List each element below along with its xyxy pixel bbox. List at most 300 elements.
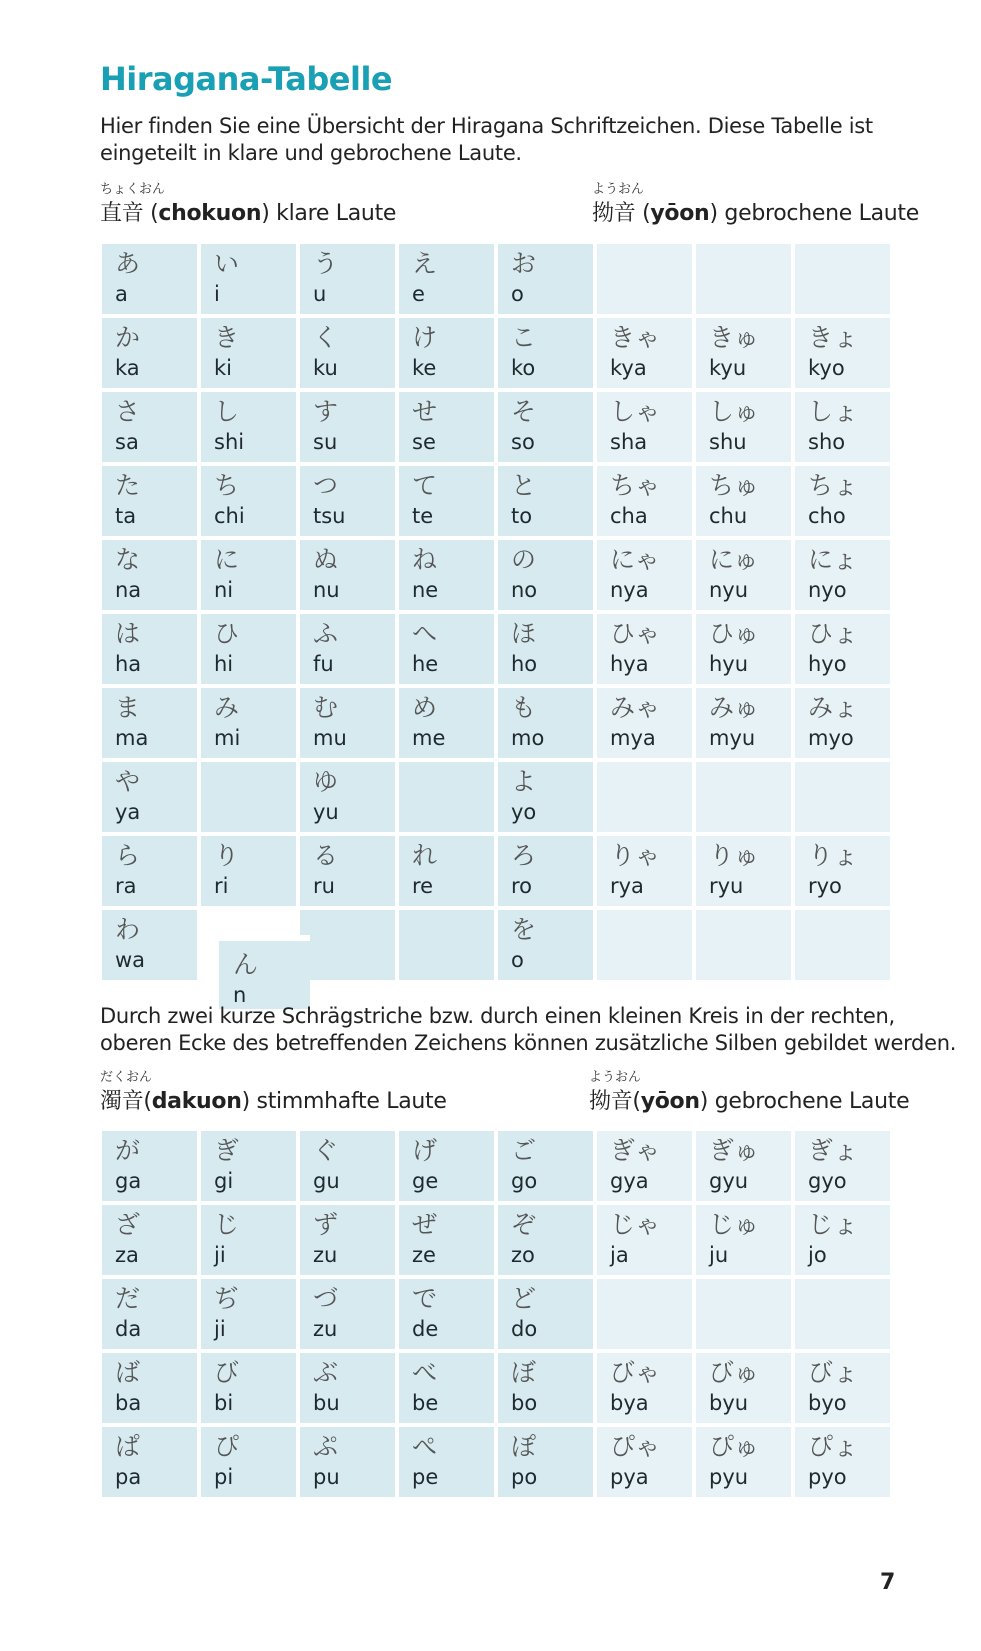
kana-romaji: o (511, 948, 524, 972)
yoon-open-1: ( (635, 201, 651, 226)
kana-char: ぴゃ (610, 1432, 661, 1461)
kana-romaji: ko (511, 356, 536, 380)
kana-char: た (115, 471, 141, 500)
kana-cell (597, 614, 692, 684)
kana-char: の (511, 545, 537, 574)
kana-romaji: ke (412, 356, 437, 380)
kana-romaji: gya (610, 1169, 649, 1193)
kana-cell (102, 392, 197, 462)
kana-char: も (511, 693, 537, 722)
kana-char: ぴゅ (709, 1432, 760, 1461)
kana-cell (201, 244, 296, 314)
kana-char: さ (115, 397, 141, 426)
kana-romaji: te (412, 504, 434, 528)
kana-cell (102, 1427, 197, 1497)
empty-cell (597, 762, 692, 832)
kana-romaji: ku (313, 356, 338, 380)
kana-char: め (412, 693, 438, 722)
kana-char: にょ (808, 545, 858, 574)
kana-cell (102, 614, 197, 684)
kana-cell (201, 1131, 296, 1201)
kana-char: ら (115, 841, 141, 870)
kana-cell (399, 392, 494, 462)
kana-char: しゅ (709, 397, 760, 426)
kana-cell (102, 1131, 197, 1201)
kana-cell (399, 318, 494, 388)
kana-cell (300, 318, 395, 388)
kana-cell (597, 1131, 692, 1201)
kana-romaji: pi (214, 1465, 234, 1489)
kana-romaji: no (511, 578, 538, 602)
kana-char: ず (313, 1210, 339, 1239)
kana-char: ゆ (313, 767, 339, 796)
kana-romaji: gyu (709, 1169, 749, 1193)
chokuon-heading (100, 182, 397, 227)
kana-cell (498, 244, 593, 314)
kana-char: き (214, 323, 240, 352)
kana-cell (696, 466, 791, 536)
page-title: Hiragana-Tabelle (100, 60, 393, 98)
kana-cell (795, 688, 890, 758)
kana-romaji: ze (412, 1243, 436, 1267)
kana-romaji: ji (214, 1317, 226, 1341)
kana-cell (597, 466, 692, 536)
kana-romaji: ne (412, 578, 439, 602)
kana-cell (399, 614, 494, 684)
kana-romaji: hi (214, 652, 234, 676)
kana-cell (795, 1427, 890, 1497)
kana-char: ね (412, 545, 438, 574)
kana-romaji: hyo (808, 652, 847, 676)
kana-char: ぎゃ (610, 1136, 661, 1165)
kana-cell (399, 836, 494, 906)
kana-char: び (214, 1358, 240, 1387)
kana-romaji: ba (115, 1391, 142, 1415)
kana-char: ひゃ (610, 619, 661, 648)
kana-romaji: ho (511, 652, 538, 676)
kana-char: びゃ (610, 1358, 661, 1387)
kana-cell (201, 392, 296, 462)
kana-cell (597, 318, 692, 388)
kana-cell (498, 392, 593, 462)
kana-char: みょ (808, 693, 859, 722)
kana-romaji: gi (214, 1169, 234, 1193)
kana-cell (795, 836, 890, 906)
kana-char: ど (511, 1284, 537, 1313)
kana-cell (201, 466, 296, 536)
kana-char: びゅ (709, 1358, 760, 1387)
kana-char: げ (412, 1136, 438, 1165)
note-paragraph: Durch zwei kurze Schrägstriche bzw. durch einen kleinen Kreis in der rechten, oberen Ecke des betreffenden Zeichens können zusätzliche Silben gebildet werden. (100, 1004, 957, 1055)
kana-romaji: zu (313, 1317, 338, 1341)
hiragana-table-basic (102, 244, 890, 980)
kana-romaji: myu (709, 726, 756, 750)
kana-char: ぴょ (808, 1432, 859, 1461)
kana-cell (300, 836, 395, 906)
yoon-ruby-1: ようおん (592, 182, 645, 197)
kana-char: びょ (808, 1358, 859, 1387)
kana-romaji: ryu (709, 874, 744, 898)
kana-char: りゃ (610, 841, 661, 870)
kana-cell (795, 1353, 890, 1423)
empty-cell (300, 910, 395, 980)
kana-romaji: zu (313, 1243, 338, 1267)
kana-romaji: nu (313, 578, 340, 602)
kana-cell (399, 244, 494, 314)
kana-romaji: kya (610, 356, 647, 380)
kana-romaji: nyo (808, 578, 847, 602)
yoon-kanji-1: 拗音 (592, 201, 636, 226)
kana-cell (597, 392, 692, 462)
empty-cell (696, 910, 791, 980)
kana-char: ん (233, 950, 259, 979)
kana-romaji: byo (808, 1391, 847, 1415)
kana-romaji: da (115, 1317, 142, 1341)
kana-cell (399, 1205, 494, 1275)
kana-char: れ (412, 841, 438, 870)
kana-char: ふ (313, 619, 339, 648)
kana-char: る (313, 841, 339, 870)
kana-cell (201, 540, 296, 610)
kana-cell (498, 762, 593, 832)
kana-char: ろ (511, 841, 537, 870)
kana-romaji: ga (115, 1169, 142, 1193)
kana-romaji: ma (115, 726, 149, 750)
empty-cell (696, 762, 791, 832)
kana-char: じゃ (610, 1210, 661, 1239)
kana-cell (399, 1131, 494, 1201)
kana-romaji: tsu (313, 504, 346, 528)
kana-char: ちゃ (610, 471, 661, 500)
kana-cell (696, 836, 791, 906)
kana-cell (795, 318, 890, 388)
kana-char: ひょ (808, 619, 859, 648)
empty-cell (399, 910, 494, 980)
chokuon-kanji: 直音 (100, 201, 144, 226)
kana-cell (597, 836, 692, 906)
kana-romaji: shi (214, 430, 245, 454)
empty-cell (696, 1279, 791, 1349)
kana-romaji: sha (610, 430, 648, 454)
kana-char: ぽ (511, 1432, 537, 1461)
kana-romaji: ro (511, 874, 533, 898)
kana-romaji: a (115, 282, 128, 306)
kana-char: え (412, 249, 438, 278)
kana-romaji: hyu (709, 652, 749, 676)
kana-romaji: ge (412, 1169, 439, 1193)
empty-cell (795, 244, 890, 314)
hiragana-table-voiced (102, 1131, 890, 1497)
kana-cell (498, 836, 593, 906)
kana-romaji: za (115, 1243, 139, 1267)
kana-char: ぺ (412, 1432, 438, 1461)
kana-char: が (115, 1136, 141, 1165)
yoon-ruby-2: ようおん (589, 1070, 642, 1085)
kana-cell (498, 540, 593, 610)
kana-char: ぎ (214, 1136, 240, 1165)
kana-char: ぼ (511, 1358, 537, 1387)
kana-cell (498, 1353, 593, 1423)
chokuon-term: chokuon (158, 201, 262, 226)
kana-cell (399, 1279, 494, 1349)
kana-romaji: rya (610, 874, 644, 898)
kana-cell (795, 614, 890, 684)
kana-cell (300, 1131, 395, 1201)
kana-romaji: gu (313, 1169, 340, 1193)
kana-cell (399, 688, 494, 758)
kana-romaji: ni (214, 578, 234, 602)
kana-char: ぎゅ (709, 1136, 760, 1165)
kana-cell (102, 1279, 197, 1349)
kana-romaji: cho (808, 504, 846, 528)
kana-romaji: mya (610, 726, 656, 750)
kana-romaji: be (412, 1391, 439, 1415)
kana-cell (201, 1427, 296, 1497)
empty-cell (597, 244, 692, 314)
kana-cell (102, 910, 197, 980)
kana-char: し (214, 397, 240, 426)
kana-romaji: ju (709, 1243, 729, 1267)
kana-cell (696, 318, 791, 388)
empty-cell (795, 762, 890, 832)
kana-romaji: gyo (808, 1169, 847, 1193)
kana-cell (696, 688, 791, 758)
kana-cell (498, 910, 593, 980)
kana-cell (795, 540, 890, 610)
kana-cell (300, 1353, 395, 1423)
kana-romaji: kyo (808, 356, 845, 380)
kana-romaji: mi (214, 726, 241, 750)
kana-romaji: hya (610, 652, 649, 676)
kana-char: う (313, 249, 339, 278)
kana-char: べ (412, 1358, 438, 1387)
kana-char: お (511, 249, 537, 278)
yoon-rest-1: ) gebrochene Laute (709, 201, 919, 226)
kana-cell (300, 762, 395, 832)
kana-romaji: po (511, 1465, 538, 1489)
kana-romaji: wa (115, 948, 146, 972)
kana-cell (102, 836, 197, 906)
kana-cell (300, 1279, 395, 1349)
kana-char: みゅ (709, 693, 760, 722)
kana-char: きゃ (610, 323, 661, 352)
kana-char: ぱ (115, 1432, 141, 1461)
kana-romaji: ta (115, 504, 137, 528)
chokuon-rest: ) klare Laute (261, 201, 397, 226)
kana-romaji: chi (214, 504, 245, 528)
kana-romaji: u (313, 282, 327, 306)
yoon-heading-2 (589, 1070, 910, 1115)
kana-cell (696, 1131, 791, 1201)
kana-char: ご (511, 1136, 537, 1165)
dakuon-open: ( (143, 1089, 152, 1114)
kana-romaji: yu (313, 800, 339, 824)
kana-cell (795, 1131, 890, 1201)
dakuon-ruby: だくおん (100, 1070, 153, 1085)
kana-char: ぷ (313, 1432, 339, 1461)
kana-romaji: to (511, 504, 533, 528)
kana-char: ひ (214, 619, 240, 648)
kana-cell (102, 466, 197, 536)
kana-char: ぴ (214, 1432, 240, 1461)
kana-romaji: fu (313, 652, 334, 676)
kana-char: ぜ (412, 1210, 438, 1239)
kana-romaji: me (412, 726, 446, 750)
kana-romaji: de (412, 1317, 439, 1341)
kana-cell (300, 244, 395, 314)
kana-char: ざ (115, 1210, 141, 1239)
kana-cell (201, 1279, 296, 1349)
kana-romaji: su (313, 430, 338, 454)
kana-romaji: kyu (709, 356, 747, 380)
yoon-open-2: ( (632, 1089, 641, 1114)
empty-cell (795, 910, 890, 980)
kana-romaji: sho (808, 430, 846, 454)
kana-romaji: myo (808, 726, 854, 750)
kana-char: な (115, 545, 141, 574)
kana-char: け (412, 323, 438, 352)
kana-char: ぶ (313, 1358, 339, 1387)
kana-romaji: pyo (808, 1465, 847, 1489)
kana-cell (399, 466, 494, 536)
chokuon-open: ( (143, 201, 159, 226)
kana-cell (399, 1427, 494, 1497)
kana-char: よ (511, 767, 537, 796)
kana-romaji: nya (610, 578, 649, 602)
kana-char: しゃ (610, 397, 661, 426)
kana-romaji: bu (313, 1391, 340, 1415)
kana-cell (102, 1353, 197, 1423)
kana-cell (498, 318, 593, 388)
kana-romaji: mu (313, 726, 347, 750)
kana-char: じゅ (709, 1210, 760, 1239)
kana-cell (201, 836, 296, 906)
empty-cell (795, 1279, 890, 1349)
kana-char: す (313, 397, 339, 426)
empty-cell (399, 762, 494, 832)
kana-romaji: pe (412, 1465, 439, 1489)
kana-cell (498, 1279, 593, 1349)
kana-char: じ (214, 1210, 240, 1239)
dakuon-kanji: 濁音 (100, 1089, 144, 1114)
kana-romaji: i (214, 282, 220, 306)
kana-char: み (214, 693, 240, 722)
kana-cell (201, 1205, 296, 1275)
kana-char: にゅ (709, 545, 759, 574)
kana-romaji: n (233, 983, 247, 1007)
kana-cell (696, 540, 791, 610)
kana-cell (597, 688, 692, 758)
kana-cell (201, 688, 296, 758)
kana-char: だ (115, 1284, 141, 1313)
kana-char: しょ (808, 397, 859, 426)
kana-char: づ (313, 1284, 339, 1313)
kana-cell (795, 466, 890, 536)
yoon-kanji-2: 拗音 (589, 1089, 633, 1114)
kana-char: へ (412, 619, 438, 648)
kana-char: ひゅ (709, 619, 760, 648)
kana-cell (597, 1353, 692, 1423)
yoon-heading-1 (592, 182, 919, 227)
kana-romaji: yo (511, 800, 537, 824)
kana-char: ちょ (808, 471, 859, 500)
kana-romaji: na (115, 578, 142, 602)
kana-romaji: ka (115, 356, 140, 380)
kana-romaji: bi (214, 1391, 234, 1415)
kana-cell (498, 1427, 593, 1497)
kana-romaji: cha (610, 504, 648, 528)
kana-char: ば (115, 1358, 141, 1387)
kana-cell (102, 540, 197, 610)
kana-cell (300, 1205, 395, 1275)
kana-cell (102, 762, 197, 832)
intro-paragraph: Hier finden Sie eine Übersicht der Hiragana Schriftzeichen. Diese Tabelle ist eingeteilt in klare und gebrochene Laute. (100, 114, 873, 165)
kana-cell (696, 1427, 791, 1497)
kana-char: ぐ (313, 1136, 339, 1165)
kana-char: は (115, 619, 141, 648)
kana-char: く (313, 323, 339, 352)
kana-char: あ (115, 249, 141, 278)
kana-cell (498, 614, 593, 684)
kana-cell (102, 1205, 197, 1275)
kana-char: む (313, 693, 339, 722)
kana-cell (795, 1205, 890, 1275)
kana-cell (300, 540, 395, 610)
kana-char: りょ (808, 841, 859, 870)
page-number: 7 (880, 1570, 896, 1595)
kana-char: い (214, 249, 240, 278)
kana-romaji: ra (115, 874, 137, 898)
kana-romaji: ha (115, 652, 142, 676)
kana-romaji: shu (709, 430, 747, 454)
kana-romaji: pu (313, 1465, 340, 1489)
kana-cell (300, 392, 395, 462)
kana-romaji: mo (511, 726, 545, 750)
kana-romaji: ru (313, 874, 335, 898)
kana-cell (498, 466, 593, 536)
dakuon-heading (100, 1070, 447, 1115)
kana-cell (597, 1205, 692, 1275)
kana-char: りゅ (709, 841, 760, 870)
kana-cell (696, 392, 791, 462)
kana-romaji: bya (610, 1391, 649, 1415)
kana-char: ま (115, 693, 141, 722)
kana-cell (696, 614, 791, 684)
kana-cell (300, 466, 395, 536)
kana-char: じょ (808, 1210, 859, 1239)
kana-romaji: pyu (709, 1465, 749, 1489)
kana-char: て (412, 471, 438, 500)
kana-cell-n (213, 935, 310, 1009)
kana-char: きゅ (709, 323, 760, 352)
kana-romaji: ja (610, 1243, 629, 1267)
kana-romaji: ryo (808, 874, 842, 898)
kana-romaji: ki (214, 356, 232, 380)
kana-cell (102, 318, 197, 388)
kana-romaji: go (511, 1169, 538, 1193)
kana-char: ぞ (511, 1210, 537, 1239)
kana-romaji: se (412, 430, 436, 454)
kana-romaji: jo (808, 1243, 827, 1267)
kana-char: ぢ (214, 1284, 240, 1313)
kana-romaji: nyu (709, 578, 749, 602)
kana-romaji: ri (214, 874, 229, 898)
kana-char: り (214, 841, 240, 870)
dakuon-term: dakuon (151, 1089, 242, 1114)
kana-cell (399, 540, 494, 610)
chokuon-ruby: ちょくおん (100, 182, 166, 197)
kana-romaji: o (511, 282, 524, 306)
